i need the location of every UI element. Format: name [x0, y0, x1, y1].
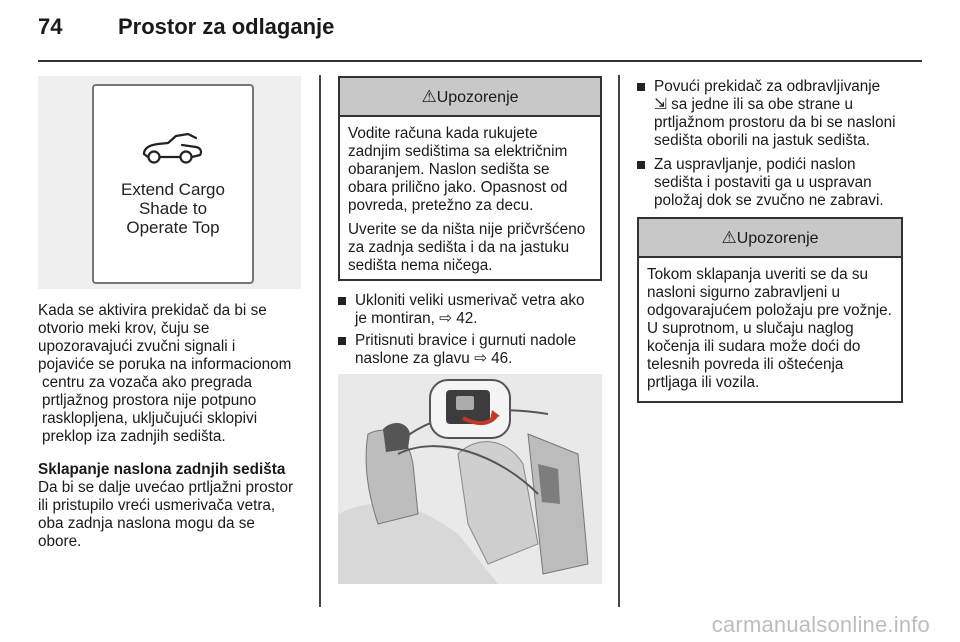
warning-title: Upozorenje	[736, 230, 819, 247]
text-line: ili pristupilo vreći usmerivača vetra,	[38, 497, 276, 514]
page-reference[interactable]: 46.	[491, 350, 513, 367]
bullet-icon	[338, 337, 346, 345]
rear-seat-drawing	[338, 374, 602, 584]
list-item	[637, 78, 905, 150]
bullet-icon	[637, 161, 645, 169]
page-reference-icon: ⇨	[474, 350, 487, 367]
text-line: Kada se aktivira prekidač da bi se	[38, 302, 267, 319]
steps-list-2	[637, 78, 905, 210]
section-heading: Sklapanje naslona zadnjih sedišta	[38, 461, 286, 478]
display-line-1: Extend Cargo	[121, 180, 225, 199]
warning-body	[639, 258, 901, 404]
text-line: rasklopljena, uključujući sklopivi	[42, 410, 258, 427]
bullet-icon	[338, 297, 346, 305]
info-display	[92, 84, 254, 284]
warning-text: Tokom sklapanja uveriti se da su nasloni sigurno zabravljeni u odgovarajućem položaju pre vožnje. U suprotnom, u slučaju naglog kočenja ili sudara može doći do telesnih povreda ili oštećenja prtljaga ili vozila.	[647, 266, 892, 391]
text-line: oba zadnja naslona mogu da se	[38, 515, 255, 532]
page-reference-icon: ⇨	[439, 310, 452, 327]
info-display-figure	[38, 76, 301, 289]
text-line: prtljažnog prostora nije potpuno	[42, 392, 257, 409]
column-divider-right	[618, 75, 620, 607]
warning-header	[340, 78, 600, 117]
intro-paragraph	[38, 302, 318, 446]
folding-section	[38, 461, 318, 551]
display-message	[94, 180, 252, 237]
text-line: obore.	[38, 533, 82, 550]
list-item-text: sa jedne ili sa obe strane u prtljažnom prostoru da bi se nasloni sedišta oborili na jastuk sedišta.	[654, 96, 896, 149]
text-line: otvorio meki krov, čuju se	[38, 320, 210, 337]
list-item	[637, 156, 905, 210]
text-line: upozoravajući zvučni signali i	[38, 338, 236, 355]
text-line: Da bi se dalje uvećao prtljažni prostor	[38, 479, 294, 496]
list-item-text: Za uspravljanje, podići naslon sedišta i postaviti ga u uspravan položaj dok se zvučno ne zabravi.	[654, 156, 884, 209]
warning-text: Uverite se da ništa nije pričvršćeno za zadnja sedišta i da na jastuku sedišta nema ničega.	[348, 221, 586, 274]
list-item	[338, 292, 600, 328]
page-reference[interactable]: 42.	[456, 310, 478, 327]
text-line: pojaviće se poruka na informacionom	[38, 356, 292, 373]
page-number: 74	[38, 14, 63, 39]
display-line-2: Shade to	[138, 199, 208, 218]
list-item-text: Pritisnuti bravice i gurnuti nadole naslone za glavu	[355, 332, 577, 367]
header-rule	[38, 60, 922, 62]
list-item-text: Povući prekidač za odbravljivanje	[654, 78, 881, 95]
warning-title: Upozorenje	[436, 89, 519, 106]
watermark: carmanualsonline.info	[711, 612, 930, 637]
rear-seat-illustration	[338, 374, 602, 584]
steps-list-1	[338, 292, 600, 368]
warning-header	[639, 219, 901, 258]
warning-box-locking	[637, 217, 903, 403]
text-line: preklop iza zadnjih sedišta.	[42, 428, 226, 445]
warning-triangle-icon: ⚠	[421, 87, 437, 106]
list-item-text: Ukloniti veliki usmerivač vetra ako je montiran,	[355, 292, 585, 327]
seat-unlock-icon: ⇲	[654, 96, 667, 113]
bullet-icon	[637, 83, 645, 91]
convertible-car-icon	[138, 122, 208, 172]
list-item	[338, 332, 600, 368]
warning-body	[340, 117, 600, 287]
column-divider-left	[319, 75, 321, 607]
warning-box-seats	[338, 76, 602, 281]
display-line-3: Operate Top	[126, 218, 220, 237]
warning-text: Vodite računa kada rukujete zadnjim sedištima sa električnim obaranjem. Naslon sedišta se obara prilično jako. Opasnost od povreda, pretežno za decu.	[348, 125, 568, 214]
warning-triangle-icon: ⚠	[721, 228, 737, 247]
text-line: centru za vozača ako pregrada	[42, 374, 253, 391]
page-title: Prostor za odlaganje	[118, 14, 335, 39]
